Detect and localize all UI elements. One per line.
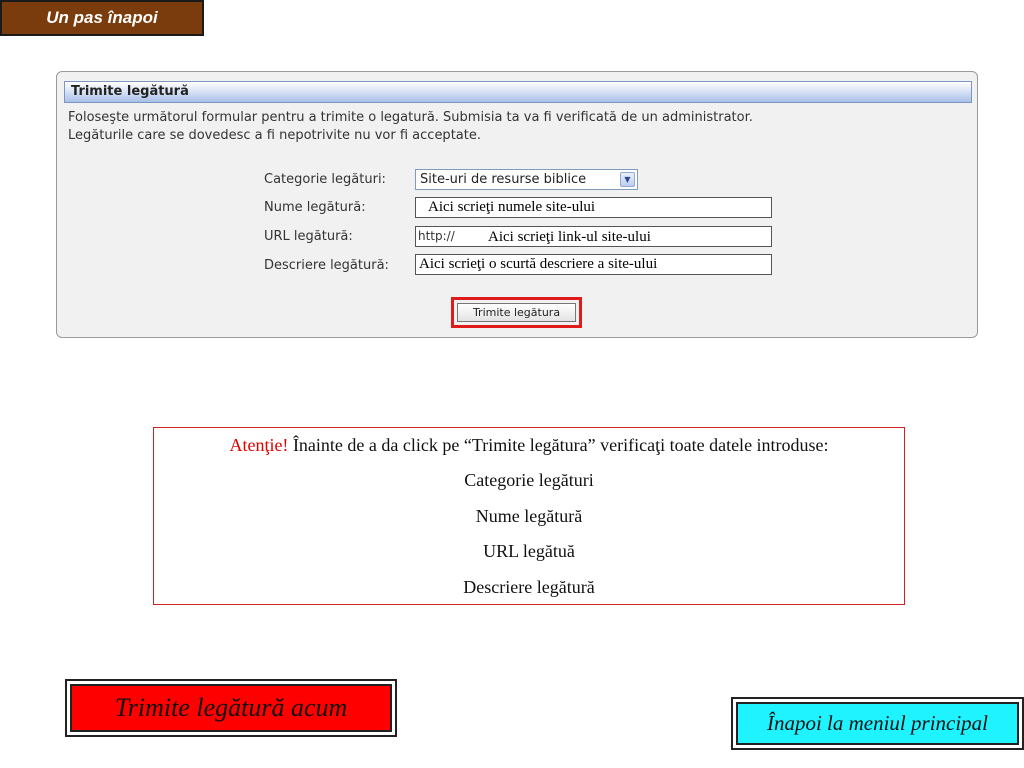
category-label: Categorie legături: — [264, 172, 386, 187]
warning-prefix: Atenţie! — [229, 435, 289, 455]
url-field[interactable] — [415, 226, 772, 247]
description-field-value: Aici scrieţi o scurtă descriere a site-ului — [419, 256, 658, 272]
url-field-value: Aici scrieţi link-ul site-ului — [488, 229, 651, 245]
back-to-main-menu-button[interactable] — [731, 697, 1024, 750]
warning-box — [153, 427, 905, 605]
description-field[interactable] — [415, 254, 772, 275]
intro-line-1: Foloseşte următorul formular pentru a trimite o legatură. Submisia ta va fi verificată de un administrator. — [68, 110, 753, 125]
warning-message — [154, 435, 904, 456]
name-field[interactable] — [415, 197, 772, 218]
description-label: Descriere legătură: — [264, 258, 389, 273]
url-label: URL legătură: — [264, 229, 353, 244]
warning-item-url: URL legătuă — [483, 541, 575, 561]
submit-link-button[interactable]: Trimite legătura — [457, 303, 576, 322]
back-to-main-menu-label: Înapoi la meniul principal — [736, 702, 1019, 745]
warning-item-name: Nume legătură — [475, 506, 583, 526]
send-link-now-label: Trimite legătură acum — [70, 684, 392, 732]
url-prefix: http:// — [418, 229, 455, 243]
category-select-value: Site-uri de resurse biblice — [420, 172, 587, 187]
name-label: Nume legătură: — [264, 200, 366, 215]
category-select[interactable] — [415, 169, 638, 190]
form-intro — [68, 109, 968, 145]
warning-item-description: Descriere legătură — [463, 577, 595, 597]
name-field-value: Aici scrieţi numele site-ului — [428, 199, 596, 215]
back-button-label: Un pas înapoi — [46, 8, 158, 27]
form-header: Trimite legătură — [64, 81, 972, 103]
warning-item-category: Categorie legături — [464, 470, 594, 490]
back-button[interactable] — [0, 0, 204, 36]
warning-text: Înainte de a da click pe “Trimite legătura” verificaţi toate datele introduse: — [288, 435, 829, 455]
intro-line-2: Legăturile care se dovedesc a fi nepotrivite nu vor fi acceptate. — [68, 128, 481, 143]
submit-highlight — [451, 297, 582, 328]
chevron-down-icon[interactable]: ▼ — [620, 172, 635, 187]
link-submission-form — [56, 71, 978, 338]
send-link-now-button[interactable] — [65, 679, 397, 737]
